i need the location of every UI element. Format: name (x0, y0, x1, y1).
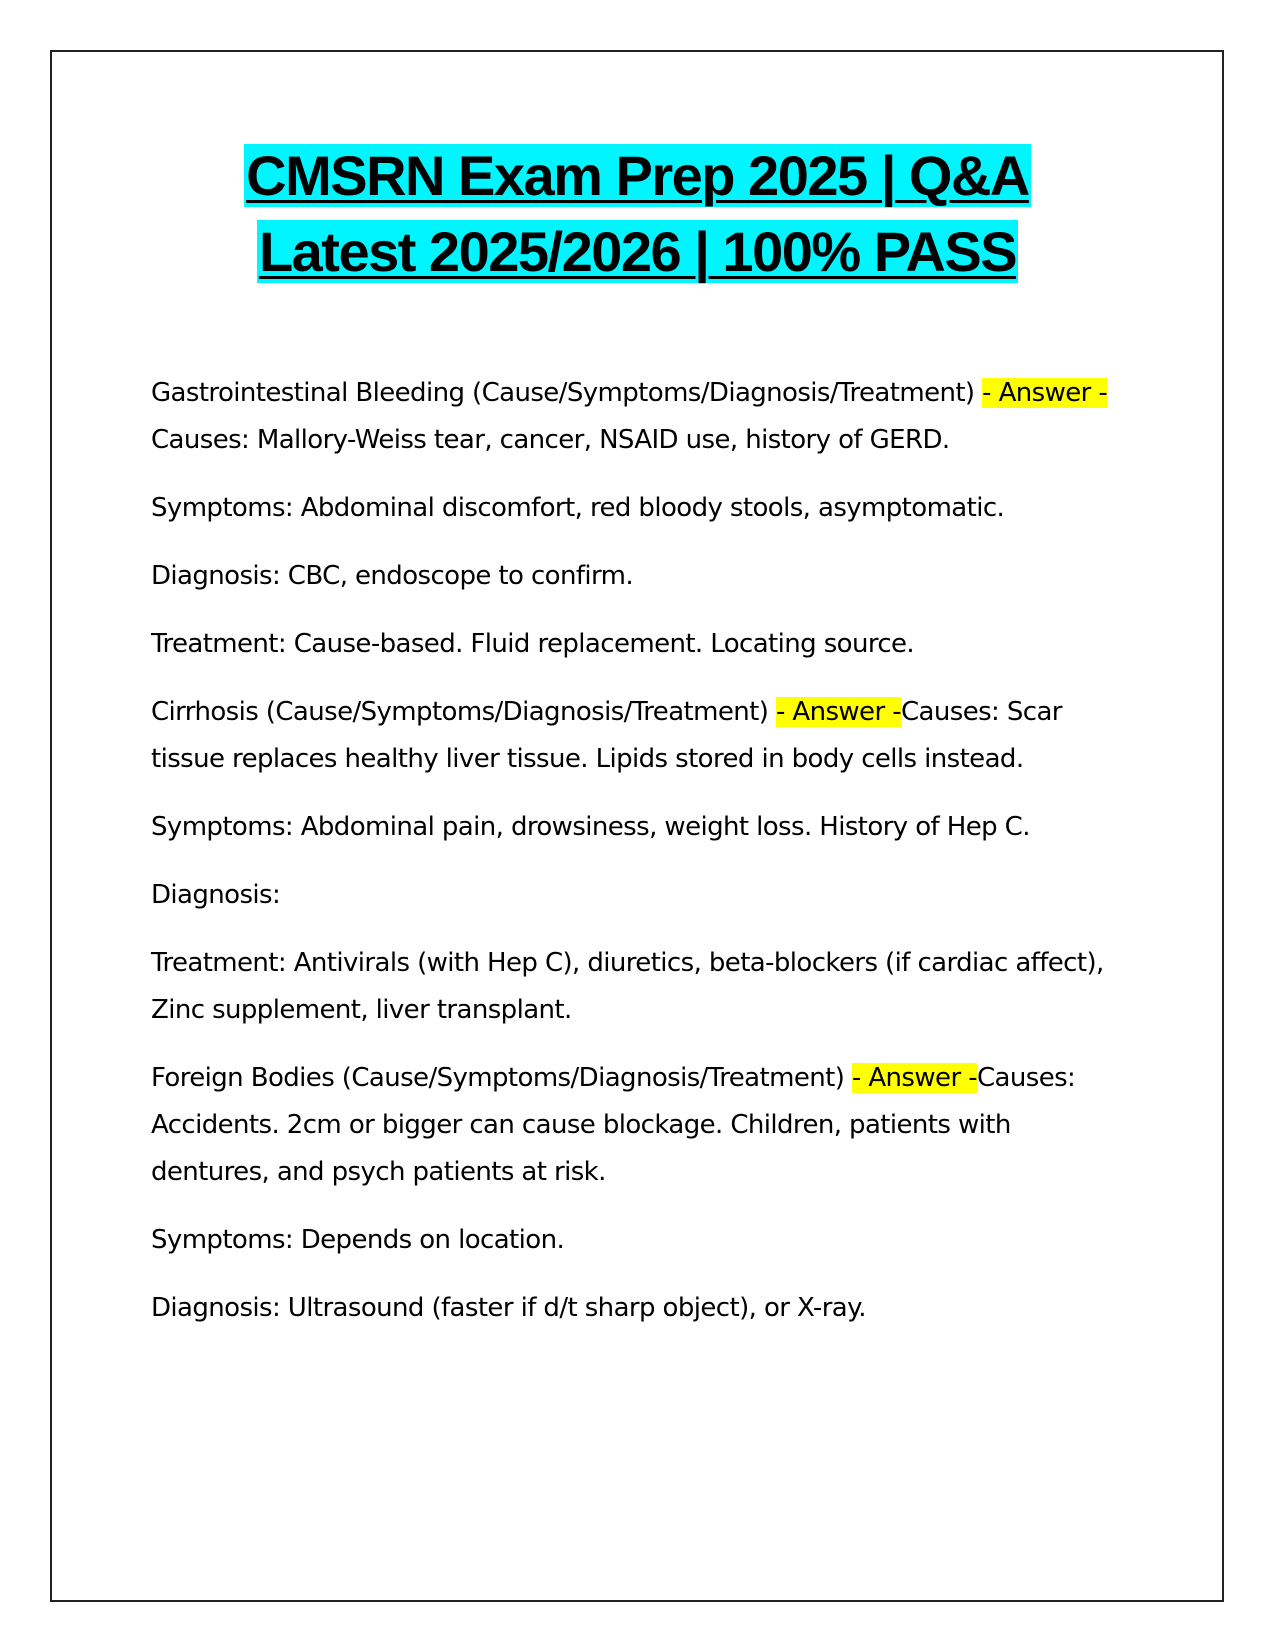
answer-causes: Causes: Mallory-Weiss tear, cancer, NSAID use, history of GERD. (151, 425, 950, 455)
answer-symptoms: Symptoms: Abdominal discomfort, red bloody stools, asymptomatic. (151, 493, 1005, 523)
question-text: Gastrointestinal Bleeding (Cause/Symptoms/Diagnosis/Treatment) (151, 378, 983, 408)
question-text: Foreign Bodies (Cause/Symptoms/Diagnosis/Treatment) (151, 1063, 852, 1093)
answer-symptoms: Symptoms: Depends on location. (151, 1225, 565, 1255)
document-title (0, 138, 1275, 290)
answer-diagnosis: Diagnosis: Ultrasound (faster if d/t sharp object), or X-ray. (151, 1293, 866, 1323)
answer-treatment: Treatment: Cause-based. Fluid replacement. Locating source. (151, 629, 915, 659)
answer-diagnosis: Diagnosis: (151, 880, 281, 910)
question-cirrhosis (151, 689, 1131, 783)
answer-marker: - Answer - (851, 1063, 977, 1093)
answer-symptoms: Symptoms: Abdominal pain, drowsiness, weight loss. History of Hep C. (151, 812, 1030, 842)
question-foreign-bodies (151, 1055, 1131, 1196)
answer-causes: Causes: Accidents. 2cm or bigger can cause blockage. Children, patients with dentures, and psych patients at risk. (151, 1063, 1076, 1187)
answer-causes: Causes: Scar tissue replaces healthy liver tissue. Lipids stored in body cells instead. (151, 697, 1062, 774)
question-text: Cirrhosis (Cause/Symptoms/Diagnosis/Treatment) (151, 697, 776, 727)
answer-treatment: Treatment: Antivirals (with Hep C), diuretics, beta-blockers (if cardiac affect), Zinc supplement, liver transplant. (151, 948, 1104, 1025)
title-line-2: Latest 2025/2026 | 100% PASS (258, 220, 1017, 283)
title-line-1: CMSRN Exam Prep 2025 | Q&A (246, 144, 1029, 207)
answer-diagnosis: Diagnosis: CBC, endoscope to confirm. (151, 561, 634, 591)
answer-marker: - Answer - (982, 378, 1108, 408)
answer-marker: - Answer - (775, 697, 901, 727)
document-body (151, 370, 1131, 1353)
question-gi-bleeding (151, 370, 1131, 464)
